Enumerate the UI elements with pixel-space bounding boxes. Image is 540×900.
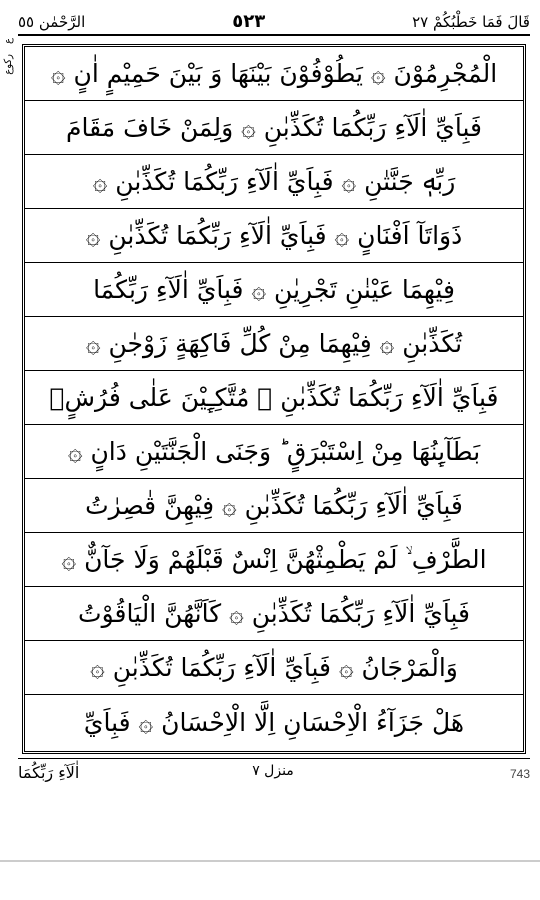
page-header <box>18 6 530 36</box>
text-frame <box>22 44 526 754</box>
manzil-label: منزل ٧ <box>252 763 294 779</box>
ruku-label: ركوع <box>3 53 14 75</box>
text-line <box>25 695 523 751</box>
juz-title: قَالَ فَمَا خَطْبُكُمْ ٢٧ <box>412 13 530 31</box>
text-line <box>25 317 523 371</box>
text-line <box>25 587 523 641</box>
text-line <box>25 425 523 479</box>
text-line <box>25 209 523 263</box>
latin-page-number: 743 <box>509 767 530 781</box>
text-line <box>25 101 523 155</box>
text-line <box>25 533 523 587</box>
line-text: فَبِاَيِّ اٰلَآءِ رَبِّكُمَا تُكَذِّبٰنِ ۞ وَلِمَنْ خَافَ مَقَامَ <box>66 112 482 142</box>
line-text: فِيْهِمَا عَيْنٰنِ تَجْرِيٰنِ ۞ فَبِاَيِّ اٰلَآءِ رَبِّكُمَا <box>93 274 455 304</box>
line-text: فَبِاَيِّ اٰلَآءِ رَبِّكُمَا تُكَذِّبٰنِ ۞ فِيْهِنَّ قٰصِرٰتُ <box>85 490 463 520</box>
line-text: بَطَآىِٕنُهَا مِنْ اِسْتَبْرَقٍ ؕ وَجَنَى الْجَنَّتَيْنِ دَانٍ ۞ <box>67 436 481 466</box>
line-text: تُكَذِّبٰنِ ۞ فِيْهِمَا مِنْ كُلِّ فَاكِهَةٍ زَوْجٰنِ ۞ <box>85 328 463 358</box>
line-text: رَبِّهٖ جَنَّتٰنِ ۞ فَبِاَيِّ اٰلَآءِ رَبِّكُمَا تُكَذِّبٰنِ ۞ <box>92 166 456 196</box>
line-text: ذَوَاتَآ اَفْنَانٍ ۞ فَبِاَيِّ اٰلَآءِ رَبِّكُمَا تُكَذِّبٰنِ ۞ <box>85 220 463 250</box>
page-footer <box>18 758 530 799</box>
arabic-page-number: ٥٢٣ <box>232 11 266 32</box>
text-line <box>25 479 523 533</box>
line-text: فَبِاَيِّ اٰلَآءِ رَبِّكُمَا تُكَذِّبٰنِ ۞ كَاَنَّهُنَّ الْيَاقُوْتُ <box>78 598 470 628</box>
catchword: اٰلَآءِ رَبِّكُمَا <box>18 763 80 782</box>
surah-title: الرَّحْمٰن ٥٥ <box>18 13 86 31</box>
line-text: هَلْ جَزَآءُ الْاِحْسَانِ اِلَّا الْاِحْسَانُ ۞ فَبِاَيِّ <box>83 708 465 737</box>
side-margin <box>0 38 18 158</box>
line-text: الْمُجْرِمُوْنَ ۞ يَطُوْفُوْنَ بَيْنَهَا وَ بَيْنَ حَمِيْمٍ اٰنٍ ۞ <box>50 58 498 88</box>
page-divider <box>0 860 540 862</box>
text-line <box>25 263 523 317</box>
line-text: فَبِاَيِّ اٰلَآءِ رَبِّكُمَا تُكَذِّبٰنِ ۞ مُتَّكِـِٕيْنَ عَلٰى فُرُشٍۢ <box>49 382 499 412</box>
line-text: وَالْمَرْجَانُ ۞ فَبِاَيِّ اٰلَآءِ رَبِّكُمَا تُكَذِّبٰنِ ۞ <box>90 652 458 682</box>
text-line <box>25 371 523 425</box>
line-text: الطَّرْفِ ۙ لَمْ يَطْمِثْهُنَّ اِنْسٌ قَبْلَهُمْ وَلَا جَآنٌّ ۞ <box>61 544 487 574</box>
text-line <box>25 47 523 101</box>
text-line <box>25 155 523 209</box>
text-line <box>25 641 523 695</box>
ruku-marker: ع <box>3 38 14 44</box>
